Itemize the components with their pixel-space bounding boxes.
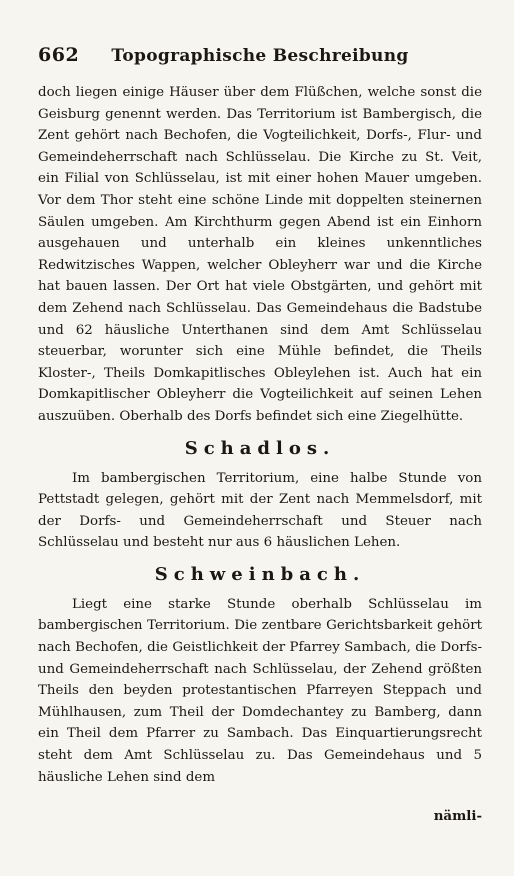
section-heading-schadlos: Schadlos.	[184, 437, 336, 459]
page-body	[38, 82, 482, 788]
page-number: 662	[38, 44, 80, 66]
paragraph-continuation: doch liegen einige Häuser über dem Flüßchen, welche sonst die Geisburg genennt werden. Das Territorium ist Bambergisch, die Zent gehört nach Bechofen, die Vogteilichkeit, Dorfs-, Flur- und Gemeindeherrschaft nach Schlüsselau. Die Kirche zu St. Veit, ein Filial von Schlüsselau, ist mit einer hohen Mauer umgeben. Vor dem Thor steht eine schöne Linde mit doppelten steinernen Säulen umgeben. Am Kirchthurm gegen Abend ist ein Einhorn ausgehauen und unterhalb ein kleines unkenntliches Redwitzisches Wappen, welcher Obleyherr war und die Kirche hat bauen lassen. Der Ort hat viele Obstgärten, und gehört mit dem Zehend nach Schlüsselau. Das Gemeindehaus die Badstube und 62 häusliche Unterthanen sind dem Amt Schlüsselau steuerbar, worunter sich eine Mühle befindet, die Theils Kloster-, Theils Domkapitlisches Obleylehen ist. Auch hat ein Domkapitlischer Obleyherr die Vogteilichkeit auf seinen Lehen auszuüben. Oberhalb des Dorfs befindet sich eine Ziegelhütte.	[38, 85, 482, 424]
page-header	[38, 44, 482, 74]
running-title: Topographische Beschreibung	[111, 46, 409, 66]
paragraph-schadlos: Im bambergischen Territorium, eine halbe Stunde von Pettstadt gelegen, gehört mit der Zent nach Memmelsdorf, mit der Dorfs- und Gemeindeherrschaft und Steuer nach Schlüsselau und besteht nur aus 6 häuslichen Lehen.	[38, 470, 482, 551]
section-heading-schweinbach: Schweinbach.	[154, 563, 366, 585]
catchword: nämli-	[433, 808, 482, 824]
paragraph-schweinbach: Liegt eine starke Stunde oberhalb Schlüsselau im bambergischen Territorium. Die zentbare Gerichtsbarkeit gehört nach Bechofen, die Geistlichkeit der Pfarrey Sambach, die Dorfs- und Gemeindeherrschaft nach Schlüsselau, der Zehend größten Theils den beyden protestantischen Pfarreyen Steppach und Mühlhausen, zum Theil der Domdechantey zu Bamberg, dann ein Theil dem Pfarrer zu Sambach. Das Einquartierungsrecht steht dem Amt Schlüsselau zu. Das Gemeindehaus und 5 häusliche Lehen sind dem	[38, 596, 482, 785]
